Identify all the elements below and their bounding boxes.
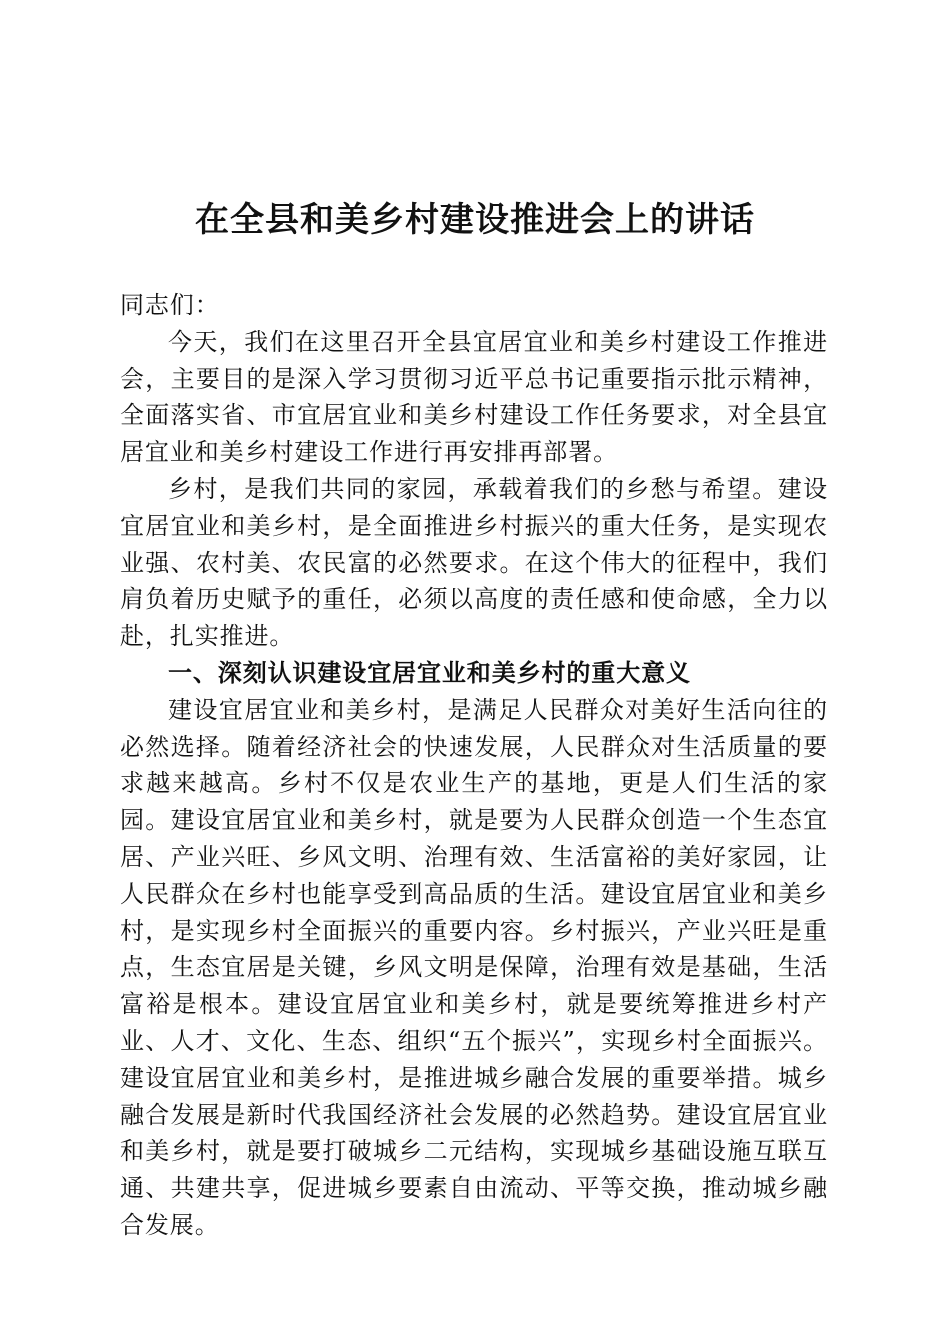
paragraph-village: 乡村，是我们共同的家园，承载着我们的乡愁与希望。建设宜居宜业和美乡村，是全面推进乡村振兴的重大任务，是实现农业强、农村美、农民富的必然要求。在这个伟大的征程中，我们肩负着历史赋予的重任，必须以高度的责任感和使命感，全力以赴，扎实推进。 bbox=[120, 474, 828, 651]
paragraph-opening: 今天，我们在这里召开全县宜居宜业和美乡村建设工作推进会，主要目的是深入学习贯彻习近平总书记重要指示批示精神，全面落实省、市宜居宜业和美乡村建设工作任务要求，对全县宜居宜业和美乡村建设工作进行再安排再部署。 bbox=[120, 327, 828, 467]
salutation: 同志们： bbox=[120, 291, 220, 319]
section-heading: 一、深刻认识建设宜居宜业和美乡村的重大意义 bbox=[168, 658, 691, 687]
document-title: 在全县和美乡村建设推进会上的讲话 bbox=[195, 200, 755, 240]
document-body bbox=[120, 287, 828, 1244]
section-paragraph: 建设宜居宜业和美乡村，是满足人民群众对美好生活向往的必然选择。随着经济社会的快速发展，人民群众对生活质量的要求越来越高。乡村不仅是农业生产的基地，更是人们生活的家园。建设宜居宜业和美乡村，就是要为人民群众创造一个生态宜居、产业兴旺、乡风文明、治理有效、生活富裕的美好家园，让人民群众在乡村也能享受到高品质的生活。建设宜居宜业和美乡村，是实现乡村全面振兴的重要内容。乡村振兴，产业兴旺是重点，生态宜居是关键，乡风文明是保障，治理有效是基础，生活富裕是根本。建设宜居宜业和美乡村，就是要统筹推进乡村产业、人才、文化、生态、组织“五个振兴”，实现乡村全面振兴。建设宜居宜业和美乡村，是推进城乡融合发展的重要举措。城乡融合发展是新时代我国经济社会发展的必然趋势。建设宜居宜业和美乡村，就是要打破城乡二元结构，实现城乡基础设施互联互通、共建共享，促进城乡要素自由流动、平等交换，推动城乡融合发展。 bbox=[120, 695, 828, 1239]
